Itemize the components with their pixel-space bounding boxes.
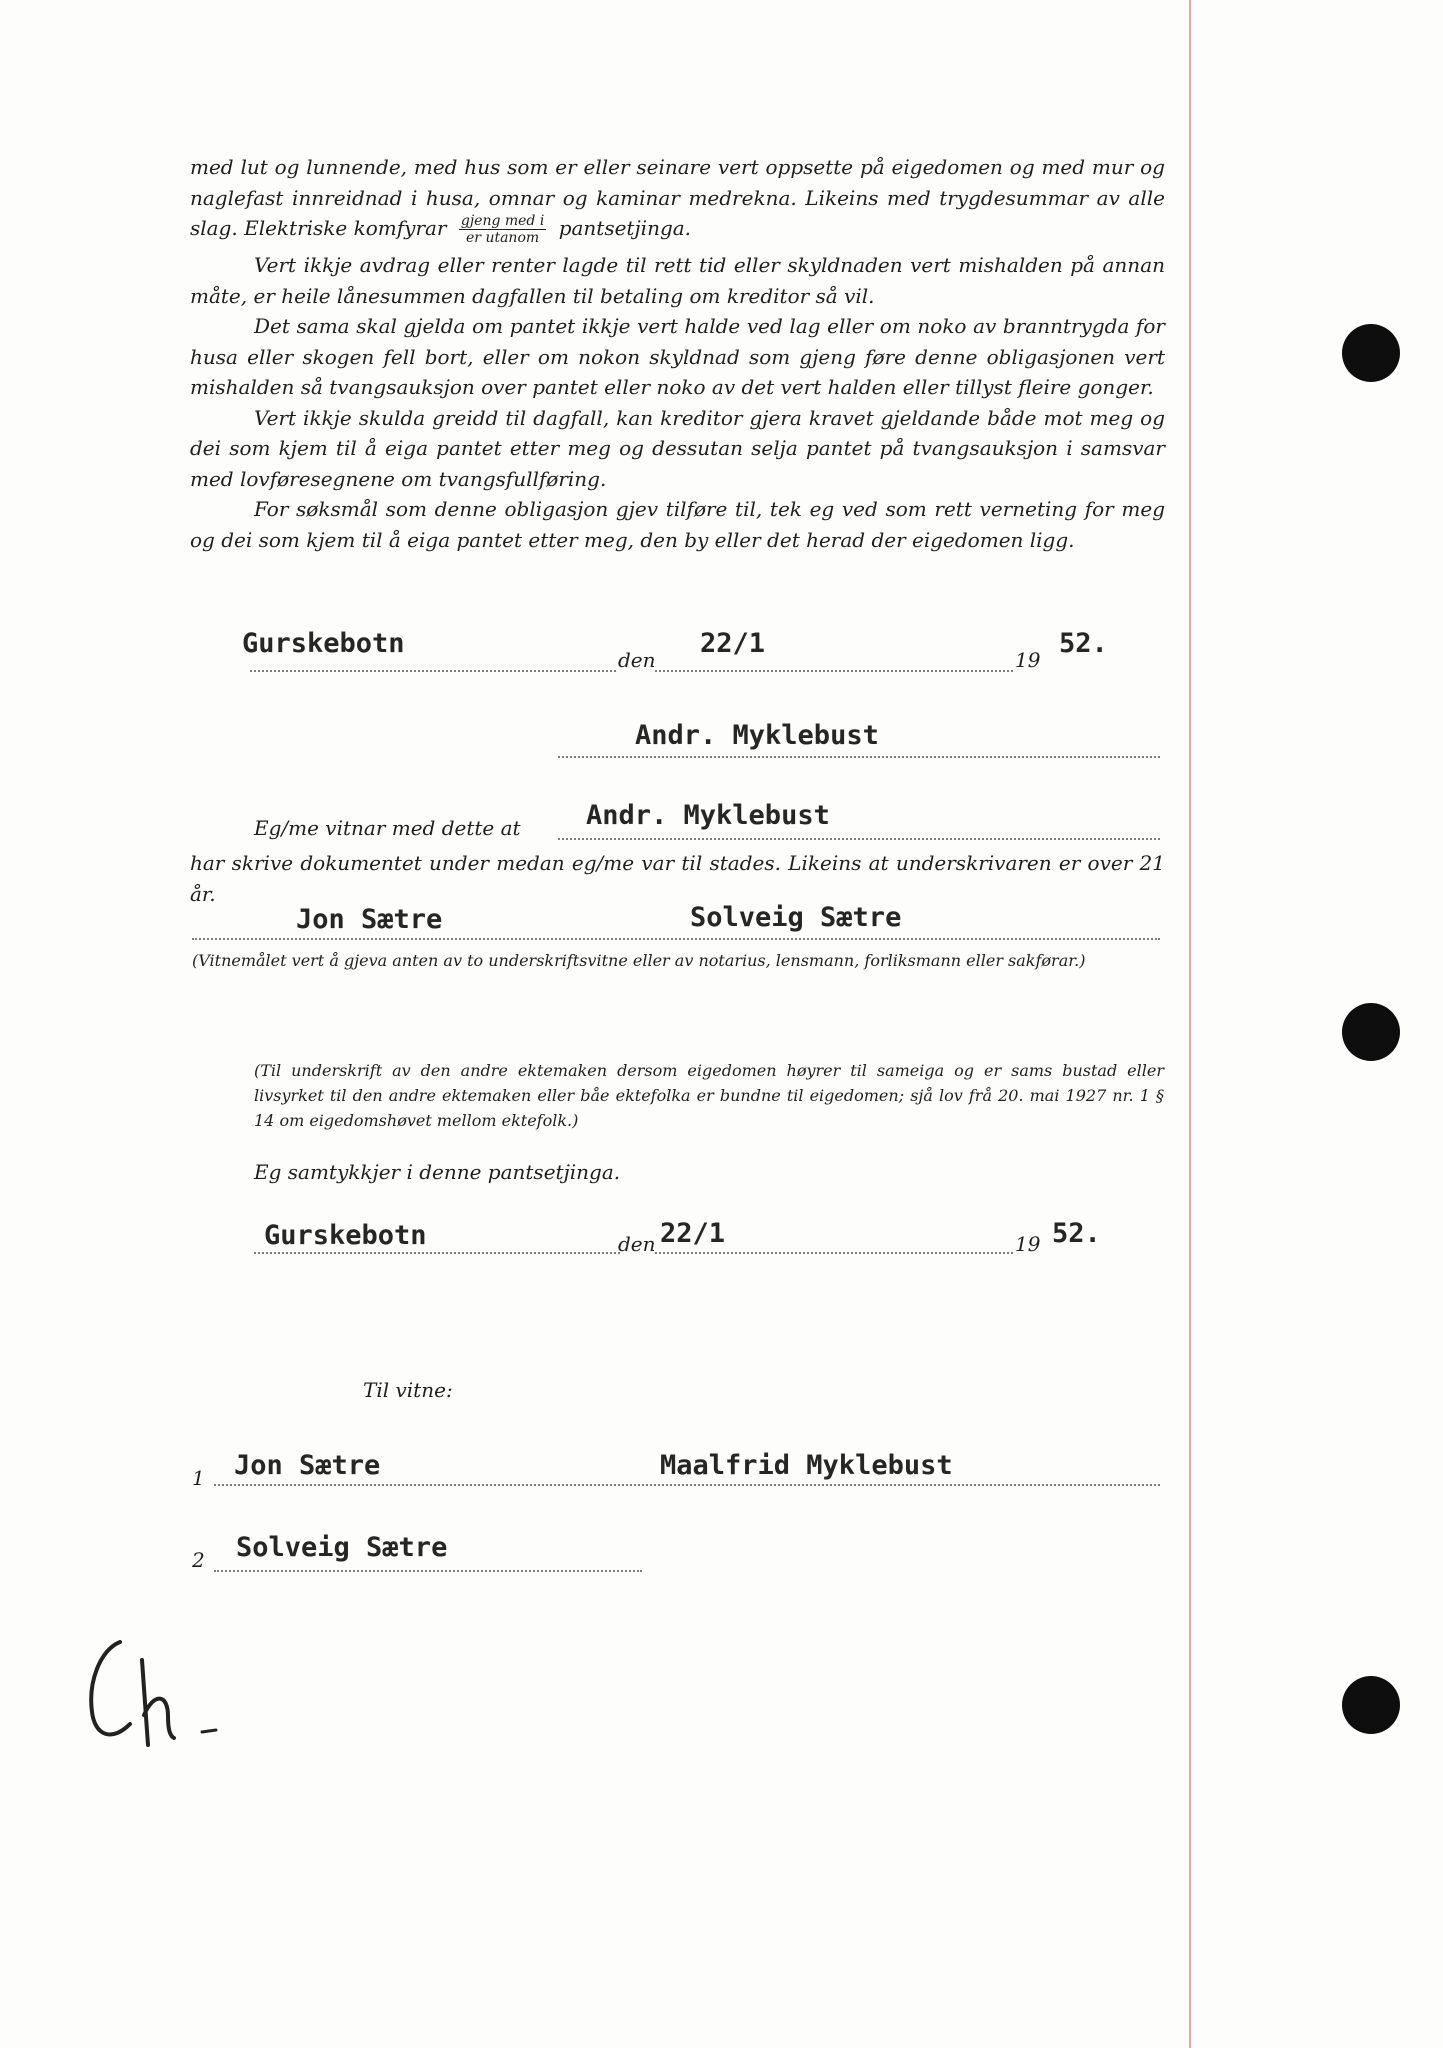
witness-1-name: Jon Sætre (296, 904, 443, 935)
place-1: Gurskebotn (242, 628, 405, 659)
handwritten-mark (82, 1620, 232, 1750)
punch-hole (1342, 1676, 1400, 1734)
den-label-1: den (618, 648, 656, 672)
margin-line (1189, 0, 1191, 2048)
witness-statement: har skrive dokumentet under medan eg/me var til stades. Likeins at underskrivaren er over 21 år. (190, 851, 1165, 906)
dotted-line (655, 670, 1013, 672)
paragraph-insurance: Det sama skal gjelda om pantet ikkje vert halde ved lag eller om noko av branntrygda for husa eller skogen fell bort, eller om nokon skyldnad som gjeng føre denne obligasjonen vert mishalden så tvangsauksjon over pantet eller noko av det vert halden eller tillyst fleire gonger. (190, 314, 1165, 399)
dotted-line (655, 1252, 1013, 1254)
den-label-2: den (618, 1232, 656, 1256)
final-witness-2: Solveig Sætre (236, 1532, 448, 1563)
til-vitne-label: Til vitne: (363, 1378, 453, 1402)
punch-hole (1342, 324, 1400, 382)
dotted-line (192, 938, 1160, 940)
dotted-line (214, 1484, 1160, 1486)
final-witness-1: Jon Sætre (234, 1450, 381, 1481)
witness-subject-name: Andr. Myklebust (586, 800, 830, 831)
paragraph-enforcement: Vert ikkje skulda greidd til dagfall, kan kreditor gjera kravet gjeldande både mot meg og dei som kjem til å eiga pantet etter meg og dessutan selja pantet på tvangsauksjon i samsvar med lovføresegnene om tvangsfullføring. (190, 405, 1165, 491)
dotted-line (254, 1252, 620, 1254)
spouse-signature: Maalfrid Myklebust (660, 1450, 953, 1481)
spouse-note: (Til underskrift av den andre ektemaken dersom eigedomen høyrer til sameiga og er sams bustad eller livsyrket til den andre ektemaken eller båe ektefolka er bundne til eigedomen; sjå lov frå 20. mai 1927 nr. 1 § 14 om eigedomshøvet mellom ektefolk.) (254, 1061, 1164, 1130)
dotted-line (250, 670, 616, 672)
dotted-line (214, 1570, 642, 1572)
year-prefix-2: 19 (1015, 1232, 1041, 1256)
year-suffix-2: 52. (1052, 1218, 1101, 1249)
paragraph-default: Vert ikkje avdrag eller renter lagde til rett tid eller skyldnaden vert mishalden på annan måte, er heile lånesummen dagfallen til betaling om kreditor så vil. (190, 253, 1165, 308)
witness-2-name: Solveig Sætre (690, 902, 902, 933)
consent-text: Eg samtykkjer i denne pantsetjinga. (254, 1160, 621, 1184)
date-1: 22/1 (700, 628, 766, 659)
witness-label: Eg/me vitnar med dette at (254, 816, 521, 840)
year-suffix-1: 52. (1059, 628, 1108, 659)
paragraph-venue: For søksmål som denne obligasjon gjev tilføre til, tek eg ved som rett verneting for meg og dei som kjem til å eiga pantet etter meg, den by eller det herad der eigedomen ligg. (190, 497, 1165, 552)
dotted-line (558, 756, 1160, 758)
paragraph-pledged-items: med lut og lunnende, med hus som er eller seinare vert oppsette på eigedomen og med mur og naglefast innreidnad i husa, omnar og kaminar medrekna. Likeins med trygdesummar av alle slag. Elektriske komfyrar $\frac{\text{gjeng med i}}{\text{er utanom}}$ pantsetjinga. (190, 155, 1165, 246)
witness-note: (Vitnemålet vert å gjeva anten av to underskriftsvitne eller av notarius, lensmann, forliksmann eller sakførar.) (192, 951, 1086, 970)
year-prefix-1: 19 (1015, 648, 1041, 672)
witness-number-1: 1 (192, 1466, 205, 1490)
witness-number-2: 2 (192, 1548, 205, 1572)
fraction-choice: $\frac{\text{gjeng med i}}{\text{er utanom}}$ (460, 213, 545, 246)
place-2: Gurskebotn (264, 1220, 427, 1251)
dotted-line (558, 838, 1160, 840)
punch-hole (1342, 1003, 1400, 1061)
signature-1: Andr. Myklebust (635, 720, 879, 751)
date-2: 22/1 (660, 1218, 726, 1249)
body-text (190, 152, 1165, 555)
